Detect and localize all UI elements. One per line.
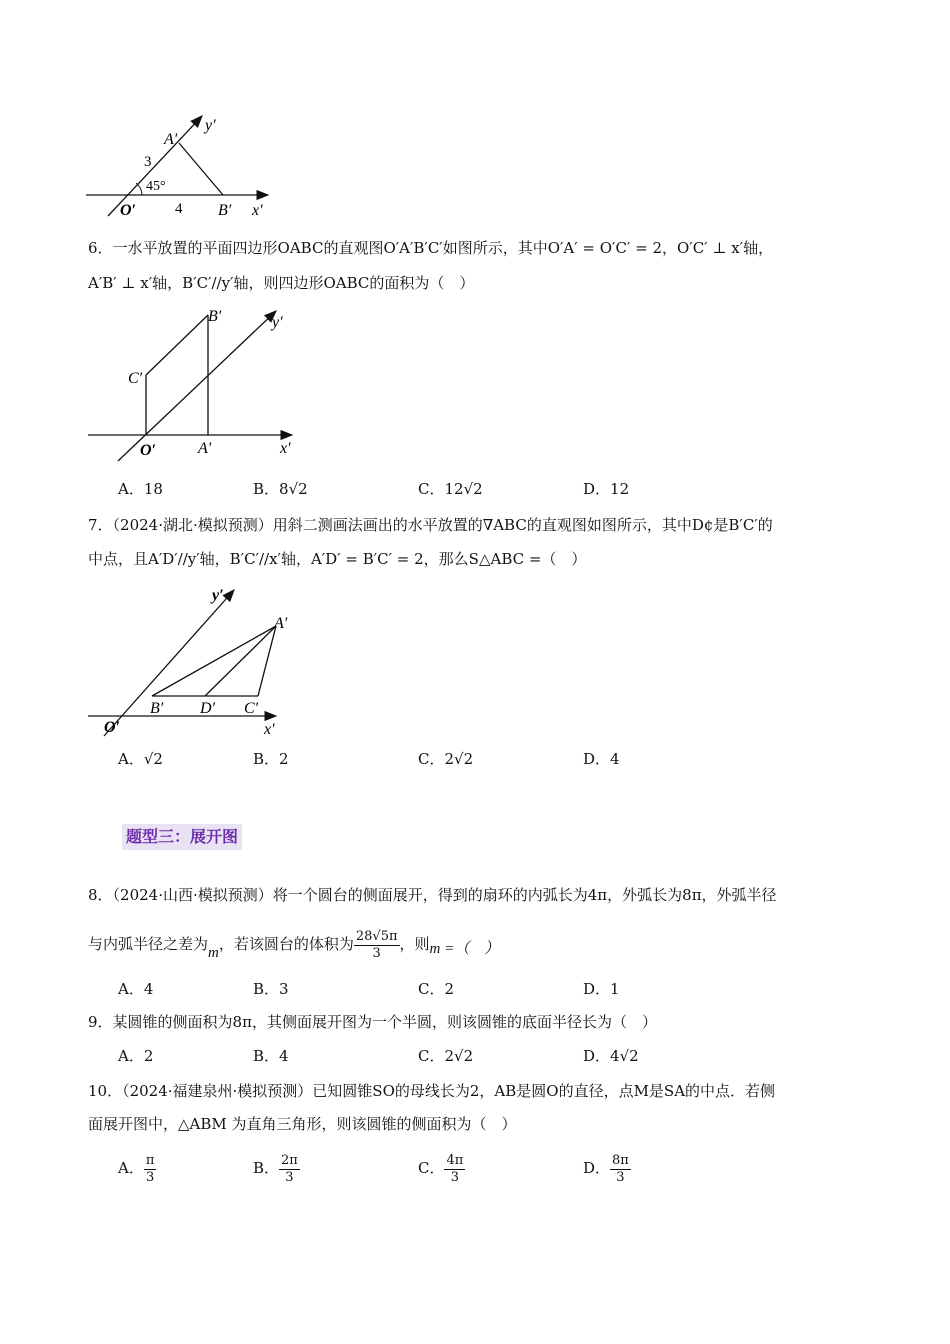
q10-option-d-num: 8π bbox=[612, 1152, 629, 1168]
label-x: x′ bbox=[252, 202, 263, 219]
label-b: B′ bbox=[150, 700, 164, 717]
label-y: y′ bbox=[272, 314, 283, 331]
q8-option-c[interactable]: C．2 bbox=[418, 980, 455, 998]
side-ca bbox=[258, 626, 276, 696]
side-cb bbox=[146, 315, 208, 375]
figure-q5 bbox=[80, 108, 280, 223]
q8-stem-line1: 8．（2024·山西·模拟预测）将一个圆台的侧面展开，得到的扇环的内弧长为4π，外弧长为8π，外弧半径 bbox=[88, 886, 777, 904]
q10-option-a[interactable] bbox=[118, 1148, 156, 1188]
q10-option-d-label: D． bbox=[583, 1159, 611, 1177]
label-a: A′ bbox=[164, 131, 178, 148]
label-o: O′ bbox=[140, 442, 157, 459]
q10-option-a-fraction bbox=[144, 1153, 157, 1186]
q6-option-a[interactable]: A．18 bbox=[118, 480, 163, 498]
q9-option-c[interactable]: C．2√2 bbox=[418, 1047, 474, 1065]
label-b: B′ bbox=[218, 202, 232, 219]
q7-stem-line1: 7．（2024·湖北·模拟预测）用斜二测画法画出的水平放置的∇ABC的直观图如图所示，其中D¢是B′C′的 bbox=[88, 516, 773, 534]
q6-option-c[interactable]: C．12√2 bbox=[418, 480, 483, 498]
q10-option-b-fraction bbox=[279, 1153, 300, 1186]
q8-option-b[interactable]: B．3 bbox=[253, 980, 289, 998]
figure-q6 bbox=[84, 303, 304, 468]
q10-option-b-label: B． bbox=[253, 1159, 280, 1177]
q7-option-a[interactable]: A．√2 bbox=[118, 750, 163, 768]
q8-text-c: ，则 bbox=[399, 935, 430, 953]
q8-text-b: ，若该圆台的体积为 bbox=[218, 935, 354, 953]
q10-option-b-num: 2π bbox=[281, 1152, 298, 1168]
y-axis bbox=[108, 116, 202, 216]
q8-volume-fraction bbox=[354, 929, 400, 962]
q9-option-a[interactable]: A．2 bbox=[118, 1047, 154, 1065]
label-4: 4 bbox=[175, 201, 183, 217]
label-b: B′ bbox=[208, 308, 222, 325]
q8-frac-num: 28√5π bbox=[355, 928, 398, 944]
label-o: O′ bbox=[104, 719, 121, 736]
label-a: A′ bbox=[198, 440, 212, 457]
q10-option-b-den: 3 bbox=[285, 1169, 294, 1185]
q7-stem-line2: 中点，且A′D′//y′轴，B′C′//x′轴，A′D′ = B′C′ = 2，那么S△ABC =（ ） bbox=[88, 550, 587, 568]
segment-ab bbox=[179, 143, 223, 195]
q10-stem-line2: 面展开图中，△ABM 为直角三角形，则该圆锥的侧面积为（ ） bbox=[88, 1115, 517, 1133]
q10-option-d[interactable] bbox=[583, 1148, 631, 1188]
q8-frac-den: 3 bbox=[372, 945, 381, 961]
q10-option-d-fraction bbox=[610, 1153, 631, 1186]
label-45: 45° bbox=[146, 179, 166, 194]
q10-option-c-num: 4π bbox=[446, 1152, 464, 1168]
label-d: D′ bbox=[200, 700, 216, 717]
q10-option-a-num: π bbox=[145, 1152, 155, 1168]
label-x: x′ bbox=[264, 721, 275, 738]
q8-option-d[interactable]: D．1 bbox=[583, 980, 620, 998]
q9-option-b[interactable]: B．4 bbox=[253, 1047, 289, 1065]
q10-option-c-fraction bbox=[444, 1153, 465, 1186]
section-title: 题型三：展开图 bbox=[122, 824, 242, 850]
label-c: C′ bbox=[244, 700, 259, 717]
q10-stem-line1: 10．（2024·福建泉州·模拟预测）已知圆锥SO的母线长为2，AB是圆O的直径，点M是SA的中点．若侧 bbox=[88, 1082, 776, 1100]
q10-option-d-den: 3 bbox=[616, 1169, 625, 1185]
q8-stem-line2 bbox=[88, 924, 499, 965]
q10-option-a-label: A． bbox=[118, 1159, 144, 1177]
label-c: C′ bbox=[128, 370, 143, 387]
q9-stem-line1: 9．某圆锥的侧面积为8π，其侧面展开图为一个半圆，则该圆锥的底面半径长为（ ） bbox=[88, 1013, 657, 1031]
q10-option-a-den: 3 bbox=[145, 1169, 155, 1185]
q10-option-c-den: 3 bbox=[450, 1169, 460, 1185]
q6-option-d[interactable]: D．12 bbox=[583, 480, 630, 498]
q6-stem-line1: 6．一水平放置的平面四边形OABC的直观图O′A′B′C′如图所示，其中O′A′ = O′C′ = 2，O′C′ ⊥ x′轴， bbox=[88, 239, 774, 257]
q6-stem-line2: A′B′ ⊥ x′轴，B′C′//y′轴，则四边形OABC的面积为（ ） bbox=[88, 274, 475, 292]
q8-option-a[interactable]: A．4 bbox=[118, 980, 154, 998]
label-3: 3 bbox=[144, 154, 152, 170]
q7-option-d[interactable]: D．4 bbox=[583, 750, 620, 768]
q8-text-a: 与内弧半径之差为 bbox=[88, 935, 209, 953]
q10-option-c-label: C． bbox=[418, 1159, 445, 1177]
q6-option-b[interactable]: B．8√2 bbox=[253, 480, 308, 498]
median-ad bbox=[205, 626, 276, 696]
q10-option-b[interactable] bbox=[253, 1148, 300, 1188]
q8-text-d: m =（ ） bbox=[429, 941, 500, 957]
label-a: A′ bbox=[274, 615, 288, 632]
q7-option-c[interactable]: C．2√2 bbox=[418, 750, 474, 768]
q7-option-b[interactable]: B．2 bbox=[253, 750, 289, 768]
q10-option-c[interactable] bbox=[418, 1148, 465, 1188]
label-y: y′ bbox=[205, 117, 216, 134]
q8-var-m: m bbox=[208, 945, 219, 961]
q9-option-d[interactable]: D．4√2 bbox=[583, 1047, 639, 1065]
label-o: O′ bbox=[120, 202, 137, 219]
figure-q7 bbox=[84, 582, 304, 740]
label-y: y′ bbox=[212, 587, 224, 604]
label-x: x′ bbox=[280, 440, 291, 457]
